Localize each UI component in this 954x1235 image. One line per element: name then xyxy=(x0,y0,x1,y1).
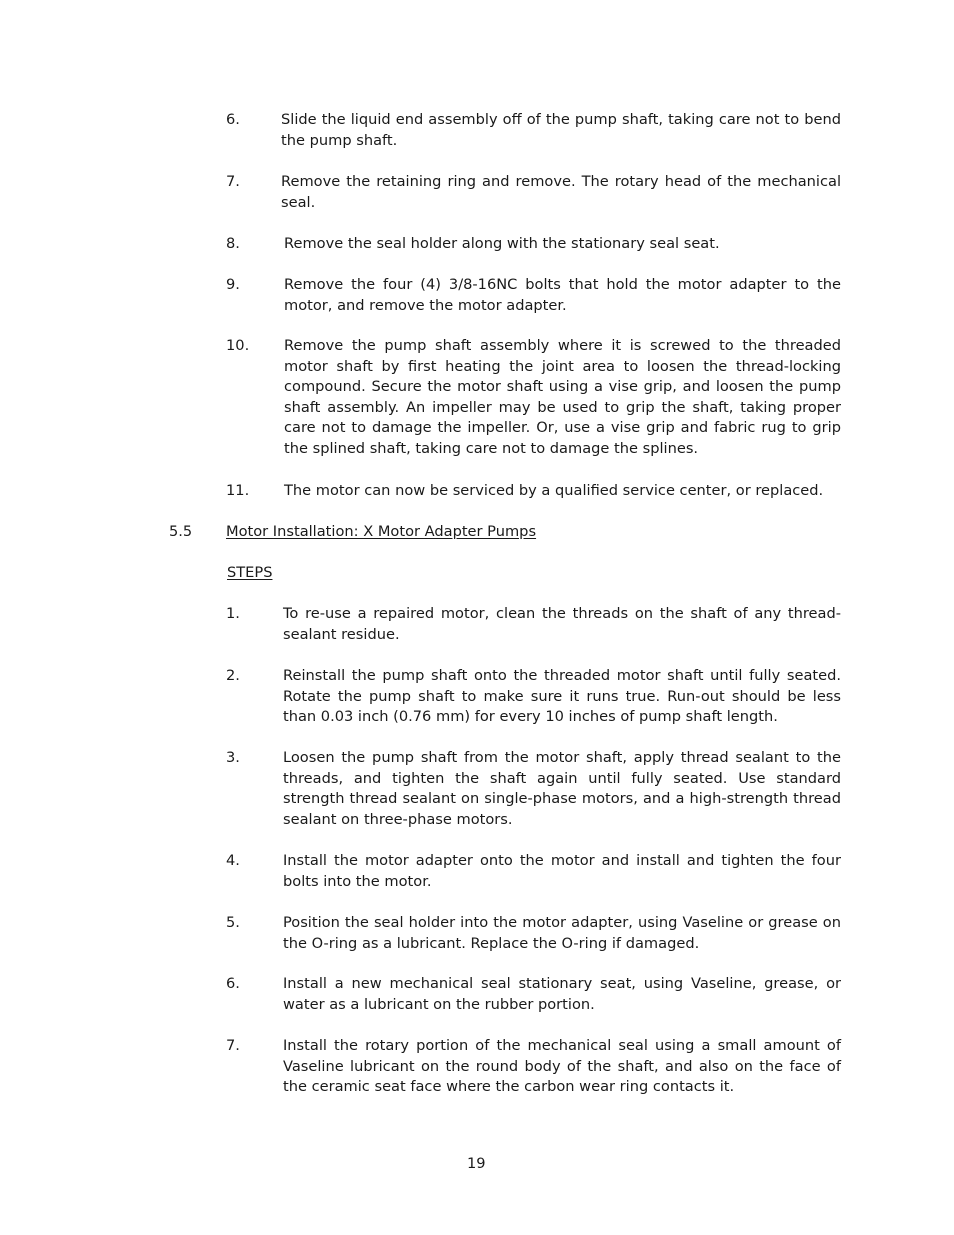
step-text: Loosen the pump shaft from the motor shaft, apply thread sealant to the threads, and tighten the shaft again until fully seated. Use standard strength thread sealant on single-phase motors, and a high-strength thread sealant on three-phase motors. xyxy=(283,749,841,828)
step-text: The motor can now be serviced by a qualified service center, or replaced. xyxy=(284,482,824,499)
step-number: 2. xyxy=(226,667,240,684)
steps-heading: STEPS xyxy=(227,564,273,581)
step-text: Slide the liquid end assembly off of the pump shaft, taking care not to bend the pump shaft. xyxy=(281,111,841,149)
page-number: 19 xyxy=(467,1155,486,1172)
step-text: Remove the seal holder along with the stationary seal seat. xyxy=(284,235,720,252)
section-number: 5.5 xyxy=(169,523,193,540)
step-number: 8. xyxy=(226,235,240,252)
step-text: Install the rotary portion of the mechanical seal using a small amount of Vaseline lubricant on the round body of the shaft, and also on the face of the ceramic seat face where the carbon wear ring contacts it. xyxy=(283,1037,841,1096)
step-number: 11. xyxy=(226,482,250,499)
step-number: 9. xyxy=(226,276,240,293)
section-title: Motor Installation: X Motor Adapter Pumps xyxy=(226,523,537,540)
step-text: Install the motor adapter onto the motor and install and tighten the four bolts into the motor. xyxy=(283,852,841,890)
step-text: Remove the retaining ring and remove. The rotary head of the mechanical seal. xyxy=(281,173,841,211)
step-text: Reinstall the pump shaft onto the threaded motor shaft until fully seated. Rotate the pump shaft to make sure it runs true. Run-out should be less than 0.03 inch (0.76 mm) for every 10 inches of pump shaft length. xyxy=(283,667,841,726)
step-number: 6. xyxy=(226,975,240,992)
step-number: 7. xyxy=(226,1037,240,1054)
step-number: 1. xyxy=(226,605,240,622)
step-number: 5. xyxy=(226,914,240,931)
step-text: Install a new mechanical seal stationary seat, using Vaseline, grease, or water as a lubricant on the rubber portion. xyxy=(283,975,841,1013)
step-number: 7. xyxy=(226,173,240,190)
step-number: 3. xyxy=(226,749,240,766)
step-number: 10. xyxy=(226,337,250,354)
step-number: 4. xyxy=(226,852,240,869)
step-text: To re-use a repaired motor, clean the threads on the shaft of any thread-sealant residue. xyxy=(283,605,841,643)
step-text: Remove the pump shaft assembly where it is screwed to the threaded motor shaft by first heating the joint area to loosen the thread-locking compound. Secure the motor shaft using a vise grip, and loosen the pump shaft assembly. An impeller may be used to grip the shaft, taking proper care not to damage the impeller. Or, use a vise grip and fabric rug to grip the splined shaft, taking care not to damage the splines. xyxy=(284,337,841,457)
step-number: 6. xyxy=(226,111,240,128)
step-text: Position the seal holder into the motor adapter, using Vaseline or grease on the O-ring as a lubricant. Replace the O-ring if damaged. xyxy=(283,914,841,952)
step-text: Remove the four (4) 3/8-16NC bolts that hold the motor adapter to the motor, and remove the motor adapter. xyxy=(284,276,841,314)
